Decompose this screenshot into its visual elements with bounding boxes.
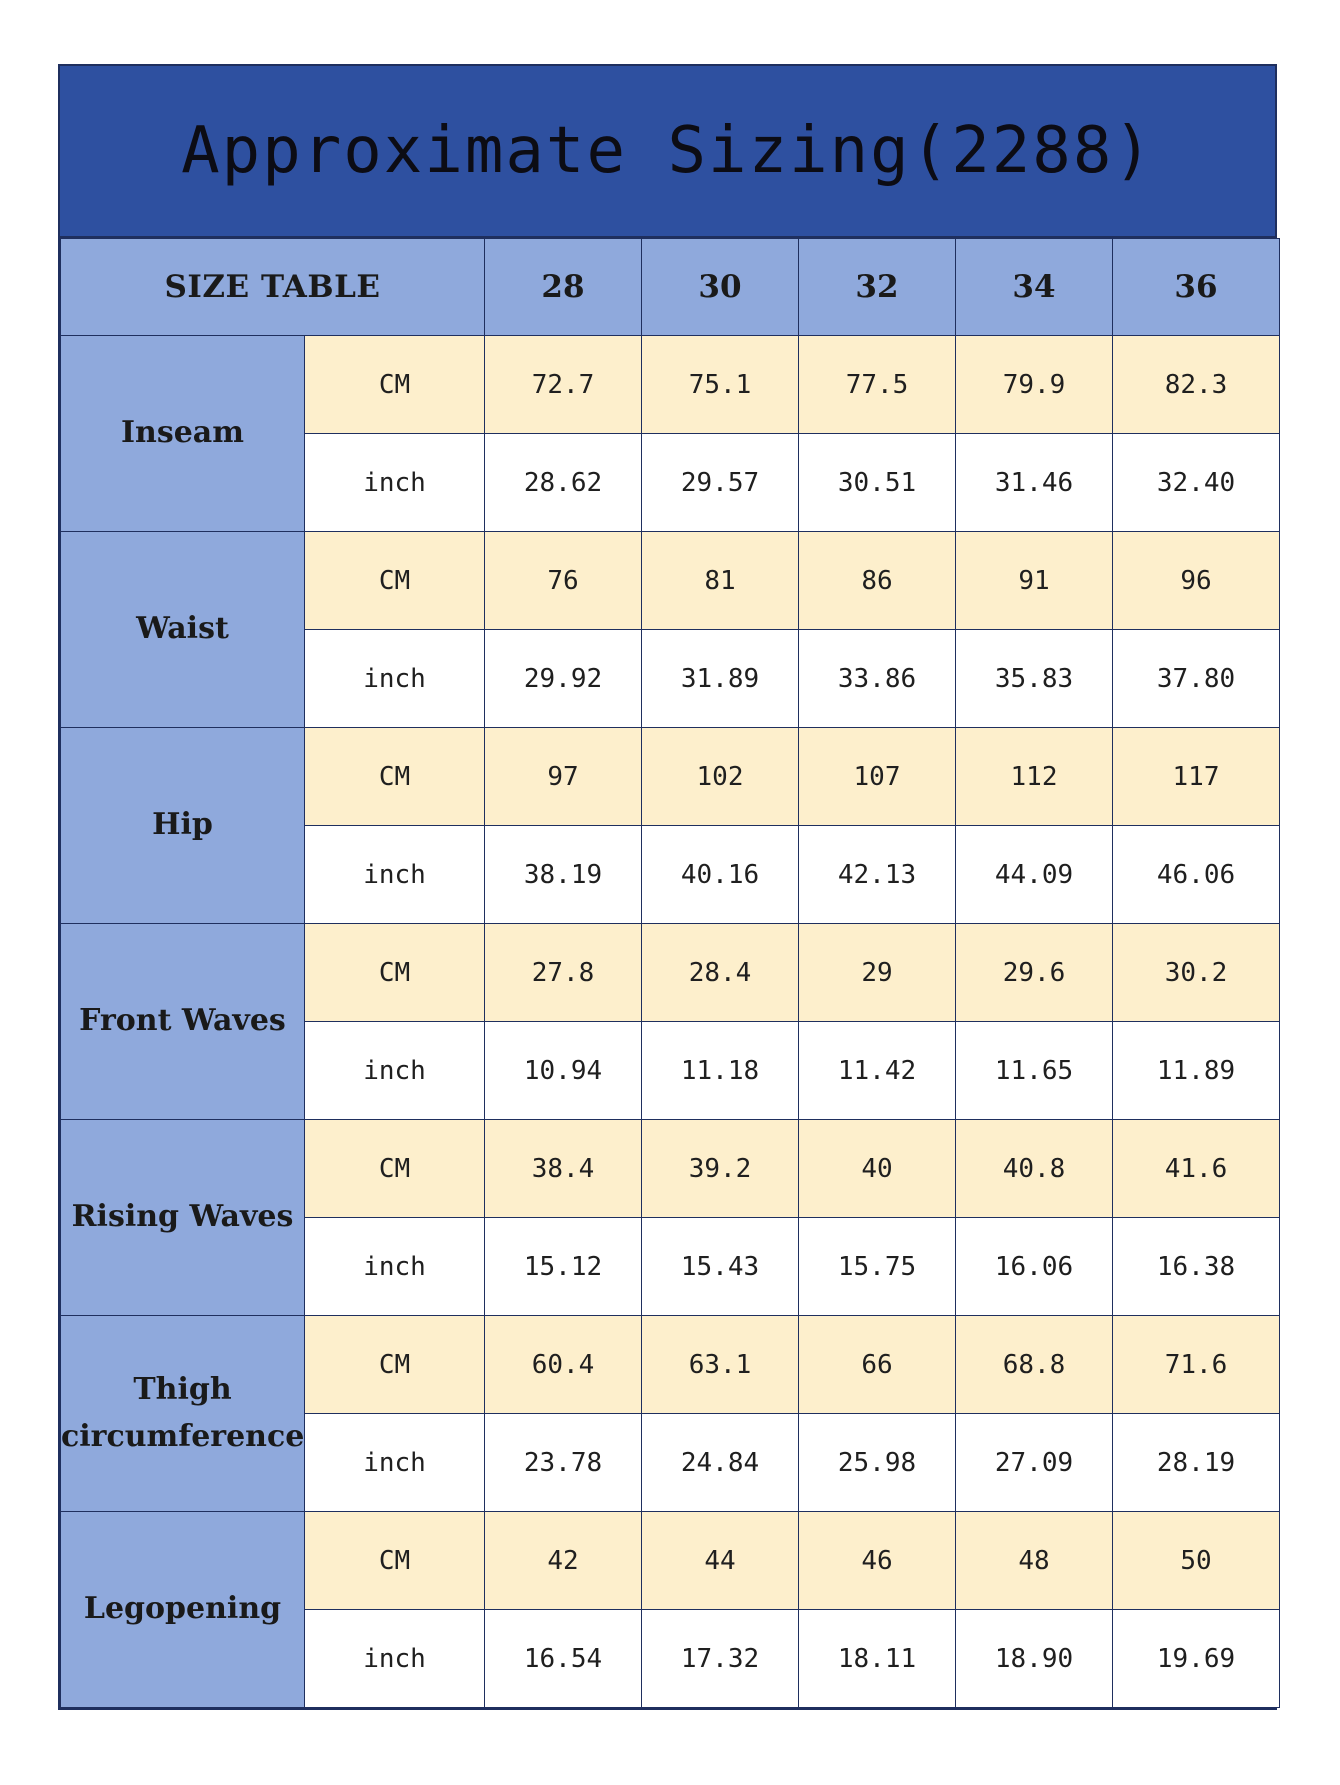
- table-row: [61, 1120, 1280, 1218]
- table-row: [61, 924, 1280, 1022]
- unit-label: CM: [305, 1512, 485, 1610]
- size-value-cell: 30.2: [1113, 924, 1280, 1022]
- size-table: [60, 238, 1280, 1708]
- size-value-cell: 16.54: [485, 1610, 642, 1708]
- title-banner: [60, 66, 1275, 238]
- size-value-cell: 41.6: [1113, 1120, 1280, 1218]
- size-value-cell: 91: [956, 532, 1113, 630]
- size-header-30: 30: [642, 239, 799, 336]
- size-value-cell: 11.65: [956, 1022, 1113, 1120]
- size-value-cell: 15.43: [642, 1218, 799, 1316]
- size-value-cell: 66: [799, 1316, 956, 1414]
- unit-label: CM: [305, 728, 485, 826]
- size-value-cell: 112: [956, 728, 1113, 826]
- unit-label: inch: [305, 1218, 485, 1316]
- size-value-cell: 29.6: [956, 924, 1113, 1022]
- measurement-label: Thigh circumference: [61, 1316, 305, 1512]
- measurement-label: Rising Waves: [61, 1120, 305, 1316]
- size-value-cell: 50: [1113, 1512, 1280, 1610]
- size-value-cell: 97: [485, 728, 642, 826]
- size-value-cell: 96: [1113, 532, 1280, 630]
- size-value-cell: 37.80: [1113, 630, 1280, 728]
- size-value-cell: 16.38: [1113, 1218, 1280, 1316]
- table-row: [61, 532, 1280, 630]
- table-row: [61, 1512, 1280, 1610]
- size-value-cell: 24.84: [642, 1414, 799, 1512]
- size-value-cell: 29.57: [642, 434, 799, 532]
- header-row: [61, 239, 1280, 336]
- table-row: [61, 728, 1280, 826]
- size-value-cell: 82.3: [1113, 336, 1280, 434]
- size-table-label: SIZE TABLE: [61, 239, 485, 336]
- size-value-cell: 17.32: [642, 1610, 799, 1708]
- size-value-cell: 44: [642, 1512, 799, 1610]
- size-value-cell: 77.5: [799, 336, 956, 434]
- size-value-cell: 31.89: [642, 630, 799, 728]
- size-value-cell: 86: [799, 532, 956, 630]
- size-value-cell: 19.69: [1113, 1610, 1280, 1708]
- size-value-cell: 33.86: [799, 630, 956, 728]
- size-value-cell: 18.11: [799, 1610, 956, 1708]
- size-value-cell: 40.8: [956, 1120, 1113, 1218]
- unit-label: CM: [305, 532, 485, 630]
- size-value-cell: 60.4: [485, 1316, 642, 1414]
- table-row: [61, 336, 1280, 434]
- size-value-cell: 11.18: [642, 1022, 799, 1120]
- size-value-cell: 102: [642, 728, 799, 826]
- size-value-cell: 11.89: [1113, 1022, 1280, 1120]
- size-value-cell: 79.9: [956, 336, 1113, 434]
- size-value-cell: 38.4: [485, 1120, 642, 1218]
- size-value-cell: 75.1: [642, 336, 799, 434]
- size-value-cell: 15.75: [799, 1218, 956, 1316]
- unit-label: inch: [305, 1022, 485, 1120]
- size-value-cell: 25.98: [799, 1414, 956, 1512]
- table-body: [61, 336, 1280, 1708]
- unit-label: inch: [305, 826, 485, 924]
- unit-label: inch: [305, 630, 485, 728]
- size-value-cell: 63.1: [642, 1316, 799, 1414]
- size-value-cell: 27.09: [956, 1414, 1113, 1512]
- size-chart: [58, 64, 1277, 1710]
- size-value-cell: 40: [799, 1120, 956, 1218]
- measurement-label: Inseam: [61, 336, 305, 532]
- size-header-36: 36: [1113, 239, 1280, 336]
- size-value-cell: 72.7: [485, 336, 642, 434]
- size-value-cell: 35.83: [956, 630, 1113, 728]
- size-value-cell: 15.12: [485, 1218, 642, 1316]
- unit-label: inch: [305, 434, 485, 532]
- page-title: Approximate Sizing(2288): [181, 114, 1154, 188]
- measurement-label: Legopening: [61, 1512, 305, 1708]
- size-value-cell: 28.62: [485, 434, 642, 532]
- size-value-cell: 30.51: [799, 434, 956, 532]
- size-value-cell: 18.90: [956, 1610, 1113, 1708]
- size-value-cell: 107: [799, 728, 956, 826]
- size-value-cell: 71.6: [1113, 1316, 1280, 1414]
- size-value-cell: 16.06: [956, 1218, 1113, 1316]
- size-value-cell: 76: [485, 532, 642, 630]
- unit-label: CM: [305, 924, 485, 1022]
- size-value-cell: 23.78: [485, 1414, 642, 1512]
- size-value-cell: 46.06: [1113, 826, 1280, 924]
- unit-label: CM: [305, 336, 485, 434]
- size-header-32: 32: [799, 239, 956, 336]
- size-value-cell: 40.16: [642, 826, 799, 924]
- measurement-label: Front Waves: [61, 924, 305, 1120]
- size-value-cell: 32.40: [1113, 434, 1280, 532]
- unit-label: CM: [305, 1120, 485, 1218]
- size-value-cell: 28.19: [1113, 1414, 1280, 1512]
- measurement-label: Hip: [61, 728, 305, 924]
- size-value-cell: 31.46: [956, 434, 1113, 532]
- size-value-cell: 68.8: [956, 1316, 1113, 1414]
- size-value-cell: 38.19: [485, 826, 642, 924]
- size-value-cell: 44.09: [956, 826, 1113, 924]
- size-header-34: 34: [956, 239, 1113, 336]
- size-value-cell: 11.42: [799, 1022, 956, 1120]
- size-value-cell: 42.13: [799, 826, 956, 924]
- table-row: [61, 1316, 1280, 1414]
- measurement-label: Waist: [61, 532, 305, 728]
- size-value-cell: 39.2: [642, 1120, 799, 1218]
- size-value-cell: 27.8: [485, 924, 642, 1022]
- size-value-cell: 81: [642, 532, 799, 630]
- unit-label: CM: [305, 1316, 485, 1414]
- size-value-cell: 10.94: [485, 1022, 642, 1120]
- size-value-cell: 48: [956, 1512, 1113, 1610]
- size-value-cell: 29.92: [485, 630, 642, 728]
- size-value-cell: 46: [799, 1512, 956, 1610]
- size-value-cell: 28.4: [642, 924, 799, 1022]
- size-value-cell: 42: [485, 1512, 642, 1610]
- unit-label: inch: [305, 1610, 485, 1708]
- size-header-28: 28: [485, 239, 642, 336]
- unit-label: inch: [305, 1414, 485, 1512]
- size-value-cell: 117: [1113, 728, 1280, 826]
- size-value-cell: 29: [799, 924, 956, 1022]
